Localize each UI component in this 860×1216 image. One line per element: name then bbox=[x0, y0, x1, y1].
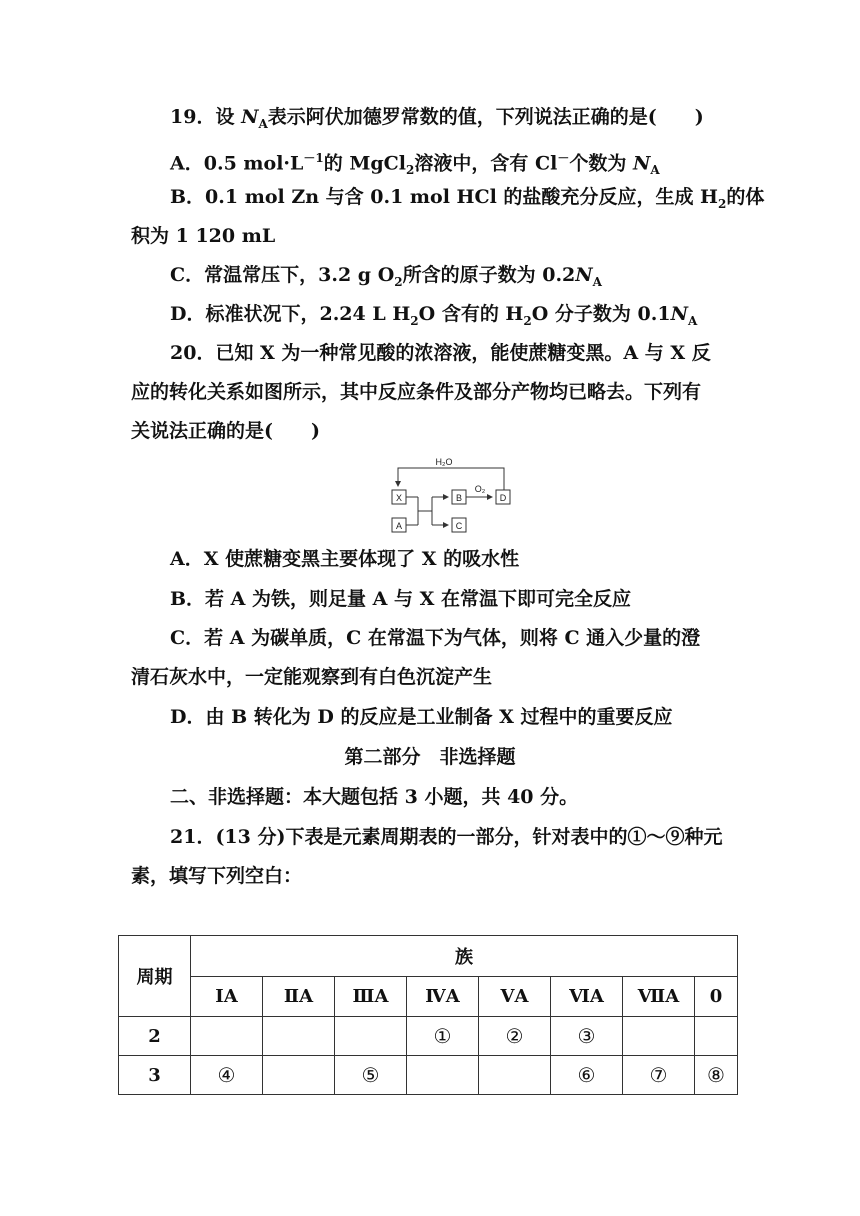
q20-option-c-cont: 清石灰水中，一定能观察到有白色沉淀产生 bbox=[131, 666, 493, 688]
group-iiia: ⅢA bbox=[335, 976, 407, 1017]
q21-stem-line1: 21．(13 分)下表是元素周期表的一部分，针对表中的①～⑨种元 bbox=[170, 826, 723, 848]
q21-stem-line2: 素，填写下列空白： bbox=[131, 865, 303, 887]
table-cell bbox=[191, 1017, 263, 1056]
q20-option-d: D．由 B 转化为 D 的反应是工业制备 X 过程中的重要反应 bbox=[170, 706, 673, 728]
table-cell bbox=[263, 1056, 335, 1095]
period-header: 周期 bbox=[119, 936, 191, 1017]
group-ia: ⅠA bbox=[191, 976, 263, 1017]
table-cell: ③ bbox=[551, 1017, 623, 1056]
period-cell: 2 bbox=[119, 1017, 191, 1056]
part-two-title: 第二部分 非选择题 bbox=[344, 746, 516, 768]
q19-stem: 19．设 $N_A$表示阿伏加德罗常数的值，下列说法正确的是( ) bbox=[170, 106, 704, 131]
box-x-label: X bbox=[395, 493, 403, 503]
h2o-label: H₂O bbox=[435, 457, 453, 467]
h2o-arrow bbox=[398, 468, 504, 490]
q20-stem-line3: 关说法正确的是( ) bbox=[131, 420, 320, 442]
q20-option-c: C．若 A 为碳单质，C 在常温下为气体，则将 C 通入少量的澄 bbox=[170, 627, 701, 649]
group-iia: ⅡA bbox=[263, 976, 335, 1017]
q19-option-b-cont: 积为 1 120 mL bbox=[131, 225, 276, 247]
q20-option-b: B．若 A 为铁，则足量 A 与 X 在常温下即可完全反应 bbox=[170, 588, 631, 610]
q19-option-b: B．0.1 mol Zn 与含 0.1 mol HCl 的盐酸充分反应，生成 $H_2$的体 bbox=[170, 186, 765, 211]
table-cell: ② bbox=[479, 1017, 551, 1056]
box-b-label: B bbox=[455, 493, 463, 503]
table-cell: ⑥ bbox=[551, 1056, 623, 1095]
table-cell: ④ bbox=[191, 1056, 263, 1095]
table-cell: ① bbox=[407, 1017, 479, 1056]
periodic-table bbox=[118, 935, 738, 1095]
group-va: ⅤA bbox=[479, 976, 551, 1017]
table-cell bbox=[335, 1017, 407, 1056]
table-cell bbox=[407, 1056, 479, 1095]
table-cell bbox=[479, 1056, 551, 1095]
q20-stem-line1: 20．已知 X 为一种常见酸的浓溶液，能使蔗糖变黑。A 与 X 反 bbox=[170, 342, 711, 364]
reaction-diagram bbox=[388, 456, 528, 536]
o2-label: O₂ bbox=[474, 484, 486, 494]
box-d-label: D bbox=[499, 493, 507, 503]
group-via: ⅥA bbox=[551, 976, 623, 1017]
group-iva: ⅣA bbox=[407, 976, 479, 1017]
table-cell: ⑧ bbox=[695, 1056, 738, 1095]
q19-option-d: D．标准状况下，2.24 L $H_2O$ 含有的 $H_2O$ 分子数为 $0.1N_A$ bbox=[170, 303, 698, 328]
table-cell bbox=[623, 1017, 695, 1056]
q20-stem-line2: 应的转化关系如图所示，其中反应条件及部分产物均已略去。下列有 bbox=[131, 381, 702, 403]
box-a-label: A bbox=[395, 521, 403, 531]
q19-option-a: A．0.5 $mol\cdot L^{-1}$的 MgCl$_2$溶液中，含有 Cl－个数为 $N_A$ bbox=[170, 151, 660, 178]
box-c-label: C bbox=[455, 521, 463, 531]
table-cell bbox=[263, 1017, 335, 1056]
group-0: 0 bbox=[695, 976, 738, 1017]
group-viia: ⅦA bbox=[623, 976, 695, 1017]
table-cell: ⑦ bbox=[623, 1056, 695, 1095]
table-row-period-2 bbox=[119, 1017, 738, 1056]
table-row-period-3 bbox=[119, 1056, 738, 1095]
q19-option-c: C．常温常压下，3.2 g $O_2$所含的原子数为 $0.2N_A$ bbox=[170, 264, 602, 289]
section-heading: 二、非选择题：本大题包括 3 小题，共 40 分。 bbox=[170, 786, 579, 808]
period-cell: 3 bbox=[119, 1056, 191, 1095]
q20-option-a: A．X 使蔗糖变黑主要体现了 X 的吸水性 bbox=[170, 548, 520, 570]
table-cell: ⑤ bbox=[335, 1056, 407, 1095]
table-cell bbox=[695, 1017, 738, 1056]
group-header: 族 bbox=[191, 936, 738, 977]
